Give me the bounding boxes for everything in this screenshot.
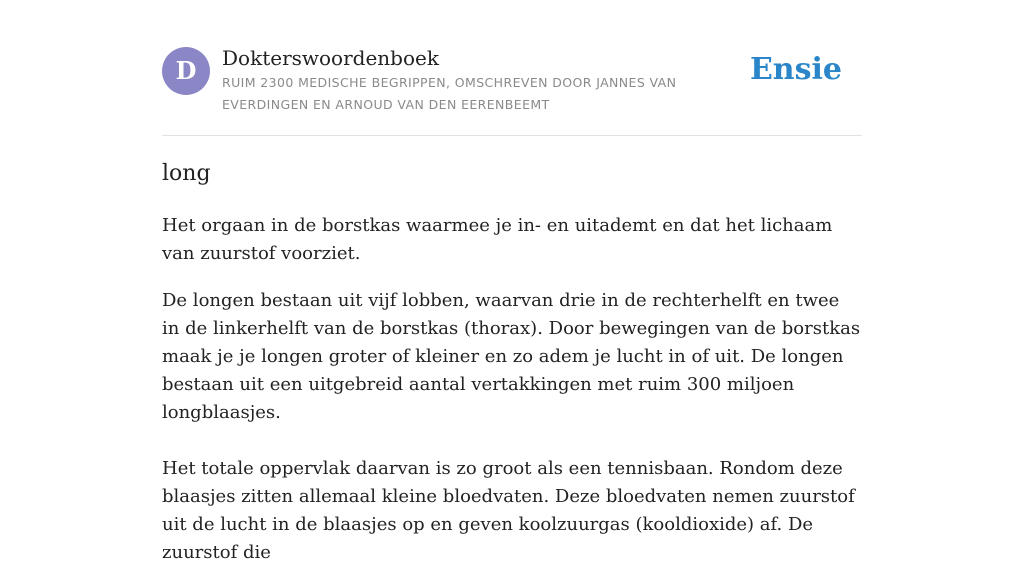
source-header xyxy=(162,0,862,136)
definition-paragraph-2: De longen bestaan uit vijf lobben, waarvan drie in de rechterhelft en twee in de linkerhelft van de borstkas (thorax). Door bewegingen van de borstkas maak je je longen groter of kleiner en zo adem je lucht in of uit. De longen bestaan uit een uitgebreid aantal vertakkingen met ruim 300 miljoen longblaasjes. xyxy=(162,290,861,423)
content-column xyxy=(162,0,862,563)
entry-title: long xyxy=(162,161,211,186)
source-avatar[interactable]: D xyxy=(162,47,210,95)
definition-paragraph-3: Het totale oppervlak daarvan is zo groot als een tennisbaan. Rondom deze blaasjes zitten allemaal kleine bloedvaten. Deze bloedvaten nemen zuurstof uit de lucht in de blaasjes op en geven koolzuurgas (kooldioxide) af. De zuurstof die xyxy=(162,458,855,563)
definition-paragraph-1: Het orgaan in de borstkas waarmee je in- en uitademt en dat het lichaam van zuurstof voorziet. xyxy=(162,215,833,264)
source-name-link[interactable]: Dokterswoordenboek xyxy=(222,46,439,70)
source-description: RUIM 2300 MEDISCHE BEGRIPPEN, OMSCHREVEN DOOR JANNES VAN EVERDINGEN EN ARNOUD VAN DEN EERENBEEMT xyxy=(222,75,677,112)
ensie-logo-link[interactable]: Ensie xyxy=(749,52,842,87)
entry-definition xyxy=(162,212,862,586)
